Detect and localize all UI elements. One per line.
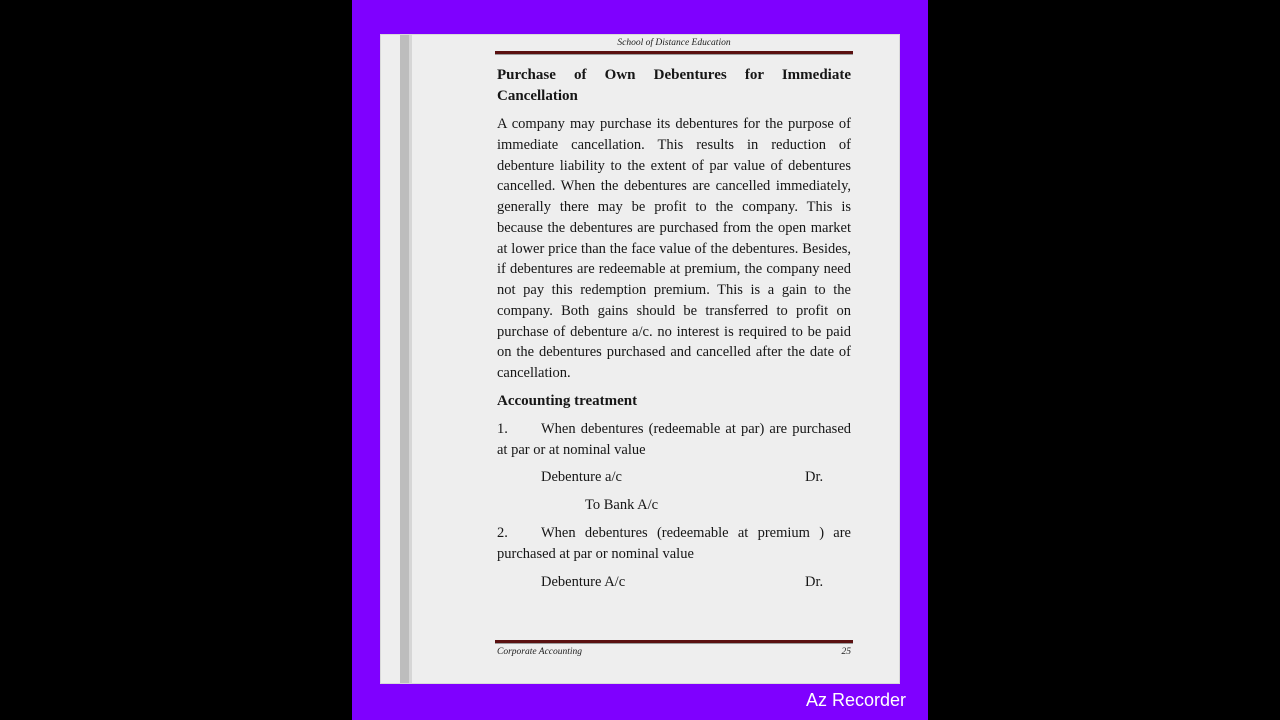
recorder-watermark: Az Recorder [806,690,907,710]
journal-entry-credit [497,495,851,516]
journal-entry-debit [497,467,851,488]
page-content [497,65,851,593]
list-item [497,419,851,461]
list-item [497,523,851,565]
body-paragraph: A company may purchase its debentures for the purpose of immediate cancellation. This results in reduction of debenture liability to the extent of par value of debentures cancelled. When the debentures are cancelled immediately, generally there may be profit to the company. This is because the debentures are purchased from the open market at lower price than the face value of the debentures. Besides, if debentures are redeemable at premium, the company need not pay this redemption premium. This is a gain to the company. Both gains should be transferred to profit on purchase of debenture a/c. no interest is required to be paid on the debentures purchased and cancelled after the date of cancellation. [497,116,851,381]
page-number: 25 [841,647,851,657]
item-number: 1. [497,420,508,437]
document-page [380,34,900,684]
debit-account: Debenture a/c [541,469,622,486]
page-gutter [400,35,409,683]
debit-marker: Dr. [805,469,824,486]
item-text: When debentures (redeemable at par) are purchased at par or at nominal value [497,420,851,458]
debit-account: Debenture A/c [541,573,626,590]
debit-marker: Dr. [805,573,824,590]
footer-title: Corporate Accounting [497,647,583,657]
item-number: 2. [497,525,508,542]
item-text: When debentures (redeemable at premium ) are purchased at par or nominal value [497,525,851,562]
section-heading: Purchase of Own Debentures for Immediate Cancellation [497,67,851,104]
journal-entry-debit [497,572,851,593]
running-head: School of Distance Education [617,38,731,48]
footer-rule [495,640,853,644]
header-rule [495,51,853,55]
credit-account: To Bank A/c [585,497,659,514]
page-gutter-shadow [409,35,412,683]
subheading: Accounting treatment [497,392,638,409]
